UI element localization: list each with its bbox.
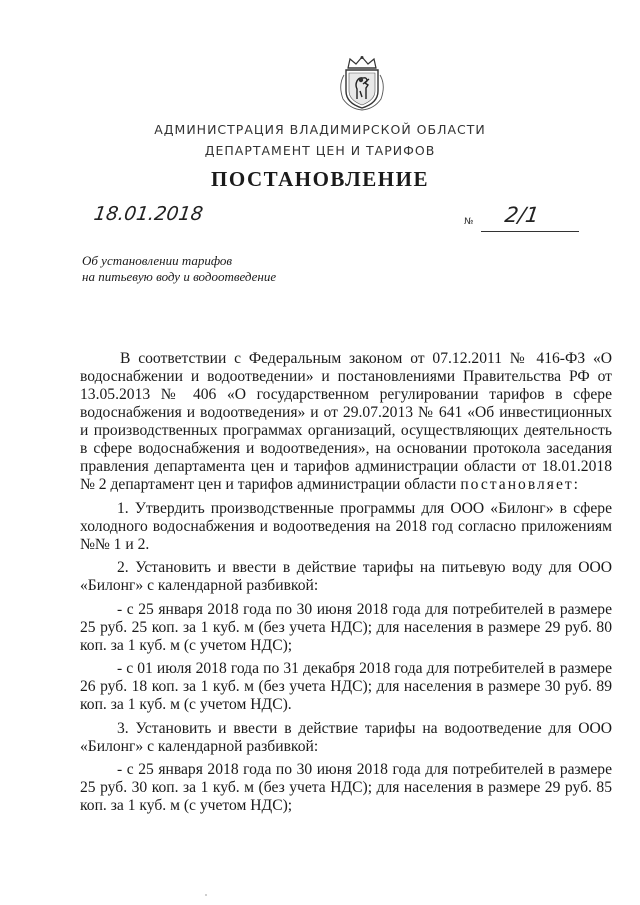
document-body <box>80 350 612 821</box>
item-3-paragraph: 3. Установить и ввести в действие тарифы на водоотведение для ООО «Билонг» с календарной разбивкой: <box>80 719 612 755</box>
organization-name: АДМИНИСТРАЦИЯ ВЛАДИМИРСКОЙ ОБЛАСТИ <box>154 122 486 137</box>
scan-artifact <box>205 894 207 896</box>
item-3a-paragraph: - с 25 января 2018 года по 30 июня 2018 года для потребителей в размере 25 руб. 30 коп. за 1 куб. м (без учета НДС); для населения в размере 29 руб. 85 коп. за 1 куб. м (с учетом НДС); <box>80 761 612 814</box>
document-date: 18.01.2018 <box>92 203 205 225</box>
intro-paragraph <box>80 350 612 494</box>
subject-line-1: Об установлении тарифов <box>82 253 233 268</box>
document-subject <box>82 253 276 285</box>
department-name: ДЕПАРТАМЕНТ ЦЕН И ТАРИФОВ <box>204 143 436 158</box>
coat-of-arms-emblem <box>336 55 388 111</box>
intro-text: В соответствии с Федеральным законом от 07.12.2011 № 416-ФЗ «О водоснабжении и водоотведении» и постановлениями Правительства РФ от 13.05.2013 № 406 «О государственном регулировании тарифов в сфере водоснабжения и водоотведения» и от 29.07.2013 № 641 «Об инвестиционных и производственных программах организаций, осуществляющих деятельность в сфере водоснабжения и водоотведения», на основании протокола заседания правления департамента цен и тарифов администрации области от 18.01.2018 № 2 департамент цен и тарифов администрации области <box>80 350 612 493</box>
number-sign: № <box>464 217 474 227</box>
item-2a-paragraph: - с 25 января 2018 года по 30 июня 2018 года для потребителей в размере 25 руб. 25 коп. за 1 куб. м (без учета НДС); для населения в размере 29 руб. 80 коп. за 1 куб. м (с учетом НДС); <box>80 600 612 654</box>
subject-line-2: на питьевую воду и водоотведение <box>82 269 277 284</box>
document-title: ПОСТАНОВЛЕНИЕ <box>211 167 429 191</box>
decree-word: постановляет: <box>460 476 581 493</box>
document-number: 2/1 <box>503 203 541 227</box>
number-underline <box>481 231 579 232</box>
item-2b-paragraph: - с 01 июля 2018 года по 31 декабря 2018 года для потребителей в размере 26 руб. 18 коп. за 1 куб. м (без учета НДС); для населения в размере 30 руб. 89 коп. за 1 куб. м (с учетом НДС). <box>80 660 612 713</box>
item-2-paragraph: 2. Установить и ввести в действие тарифы на питьевую воду для ООО «Билонг» с календарной разбивкой: <box>80 559 612 594</box>
item-1-paragraph: 1. Утвердить производственные программы для ООО «Билонг» в сфере холодного водоснабжения и водоотведения на 2018 год согласно приложениям №№ 1 и 2. <box>80 499 612 553</box>
